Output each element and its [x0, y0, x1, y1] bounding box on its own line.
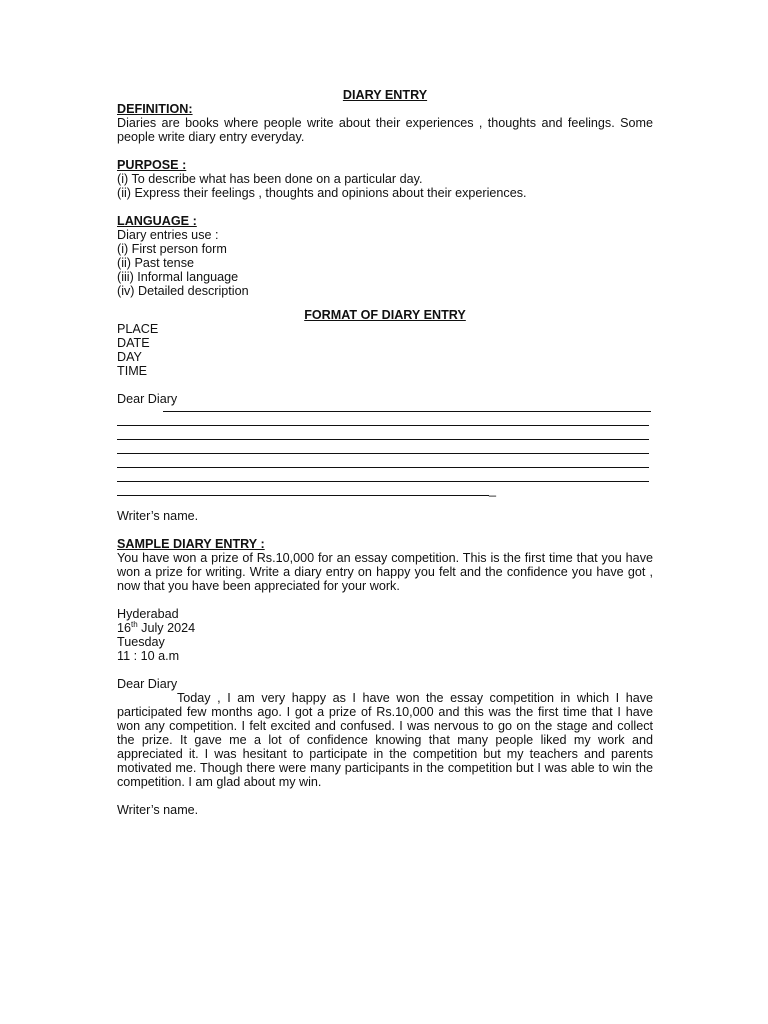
writing-line [117, 481, 649, 482]
format-field-day: DAY [117, 350, 142, 364]
purpose-item: (i) To describe what has been done on a particular day. [117, 172, 423, 186]
document-page [117, 88, 653, 817]
sample-signature: Writer’s name. [117, 803, 199, 817]
writing-line [117, 439, 649, 440]
sample-body-text: Today , I am very happy as I have won the essay competition in which I have participated few months ago. I got a prize of Rs.10,000 and this was the first time that I have won any competition. I felt excited and confused. I was nervous to go on the stage and collect the prize. It gave me a lot of confidence knowing that many people liked my work and appreciated it. I was hesitant to participate in the competition but my teachers and parents motivated me. Though there were many participants in the competition but I was able to win the competition. I am glad about my win. [117, 691, 653, 789]
format-writing-lines [117, 406, 653, 498]
trailing-underscore: _ [489, 483, 497, 497]
format-field-place: PLACE [117, 322, 159, 336]
sample-heading: SAMPLE DIARY ENTRY : [117, 537, 265, 551]
language-item: (i) First person form [117, 242, 227, 256]
sample-prompt: You have won a prize of Rs.10,000 for an essay competition. This is the first time that you have won a prize for writing. Write a diary entry on happy you felt and the confidence you have got , now that you have been appreciated for your work. [117, 551, 653, 593]
writing-line [117, 425, 649, 426]
format-salutation: Dear Diary [117, 392, 178, 406]
sample-date [117, 621, 653, 635]
format-field-date: DATE [117, 336, 150, 350]
language-heading: LANGUAGE : [117, 214, 197, 228]
language-intro: Diary entries use : [117, 228, 219, 242]
sample-time: 11 : 10 a.m [117, 649, 180, 663]
sample-body [117, 691, 653, 789]
writing-line [117, 453, 649, 454]
sample-date-suffix: th [131, 619, 138, 629]
format-field-time: TIME [117, 364, 148, 378]
definition-heading: DEFINITION: [117, 102, 193, 116]
writing-line [117, 467, 649, 468]
sample-place: Hyderabad [117, 607, 179, 621]
document-title: DIARY ENTRY [342, 88, 428, 102]
sample-date-rest: July 2024 [137, 621, 196, 635]
purpose-heading: PURPOSE : [117, 158, 187, 172]
purpose-item: (ii) Express their feelings , thoughts and opinions about their experiences. [117, 186, 527, 200]
language-item: (iv) Detailed description [117, 284, 249, 298]
sample-date-day: 16 [117, 621, 132, 635]
format-signature: Writer’s name. [117, 509, 199, 523]
writing-line [117, 495, 489, 496]
format-heading: FORMAT OF DIARY ENTRY [304, 308, 466, 322]
language-item: (ii) Past tense [117, 256, 194, 270]
language-item: (iii) Informal language [117, 270, 239, 284]
sample-day: Tuesday [117, 635, 165, 649]
sample-salutation: Dear Diary [117, 677, 178, 691]
definition-text: Diaries are books where people write about their experiences , thoughts and feelings. Some people write diary entry everyday. [117, 116, 653, 144]
writing-line [163, 411, 651, 412]
